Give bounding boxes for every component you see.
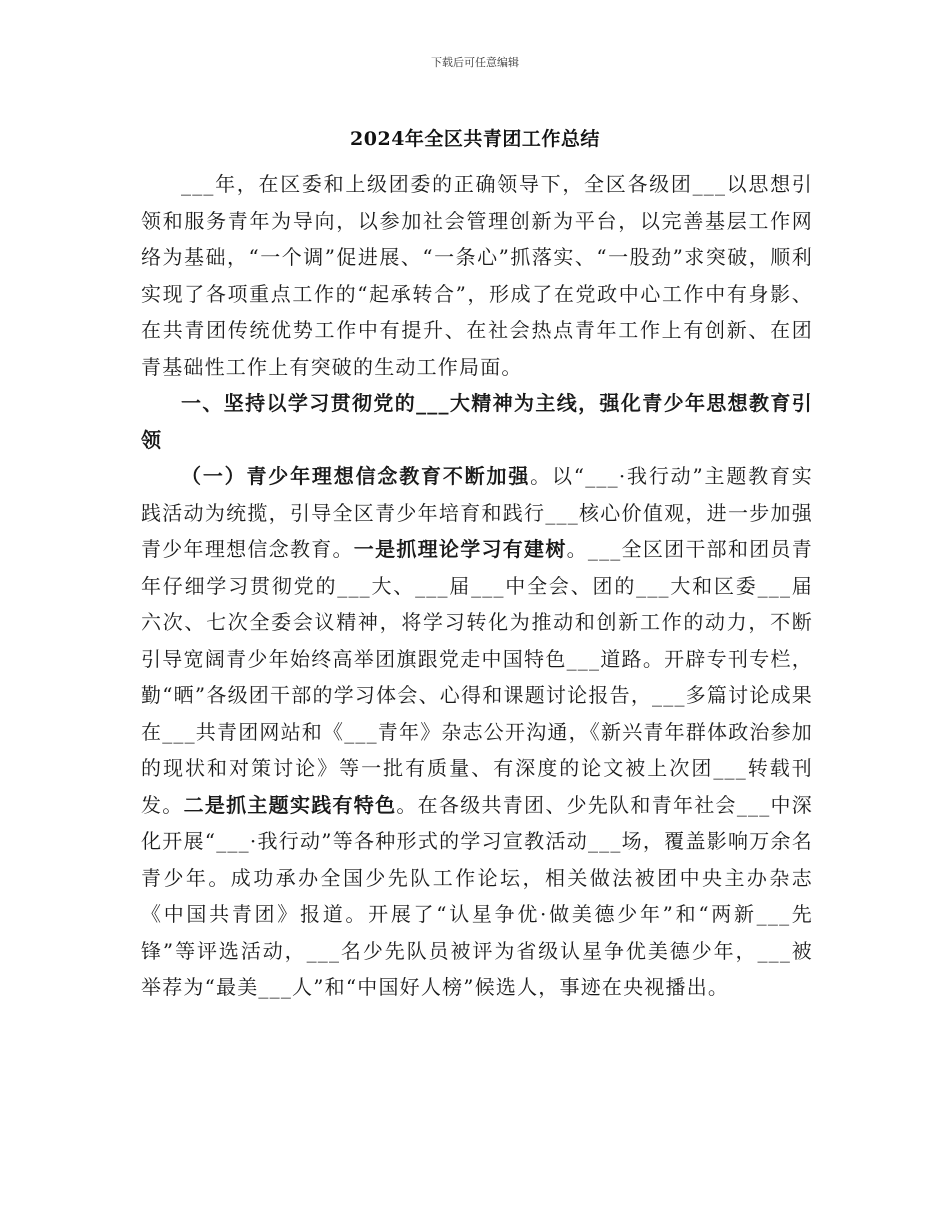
paragraph-text: 。以“___·我行动”主题教育实践活动为统揽，引导全区青少年培育和践行___核心价值观，进一步加强青少年理想信念教育。	[141, 464, 813, 561]
intro-paragraph: ___年，在区委和上级团委的正确领导下，全区各级团___以思想引领和服务青年为导向，以参加社会管理创新为平台，以完善基层工作网络为基础，“一个调”促进展、“一条心”抓落实、“一股劲”求突破，顺利实现了各项重点工作的“起承转合”，形成了在党政中心工作中有身影、在共青团传统优势工作中有提升、在社会热点青年工作上有创新、在团青基础性工作上有突破的生动工作局面。	[141, 172, 813, 379]
document-body	[141, 166, 813, 1006]
section-1-paragraph	[141, 458, 813, 1006]
section-1-heading: 一、坚持以学习贯彻党的___大精神为主线，强化青少年思想教育引领	[141, 391, 813, 452]
document-title: 2024年全区共青团工作总结	[350, 128, 600, 150]
paragraph-text: 。___全区团干部和团员青年仔细学习贯彻党的___大、___届___中全会、团的___大和区委___届六次、七次全委会议精神，将学习转化为推动和创新工作的动力，不断引导宽阔青少年始终高举团旗跟党走中国特色___道路。开辟专刊专栏，勤“晒”各级团干部的学习体会、心得和课题讨论报告，___多篇讨论成果在___共青团网站和《___青年》杂志公开沟通，《新兴青年群体政治参加的现状和对策讨论》等一批有质量、有深度的论文被上次团___转载刊发。	[141, 537, 813, 817]
point-1-heading: 一是抓理论学习有建树	[353, 537, 567, 561]
point-2-heading: 二是抓主题实践有特色	[183, 792, 397, 817]
paragraph-text: 。在各级共青团、少先队和青年社会___中深化开展“___·我行动”等各种形式的学习宣教活动___场，覆盖影响万余名青少年。成功承办全国少先队工作论坛，相关做法被团中央主办杂志《中国共青团》报道。开展了“认星争优·做美德少年”和“两新___先锋”等评选活动，___名少先队员被评为省级认星争优美德少年，___被举荐为“最美___人”和“中国好人榜”候选人，事迹在央视播出。	[141, 792, 813, 999]
header-note: 下载后可任意编辑	[431, 56, 519, 69]
subsection-1-heading: （一）青少年理想信念教育不断加强	[181, 464, 531, 488]
